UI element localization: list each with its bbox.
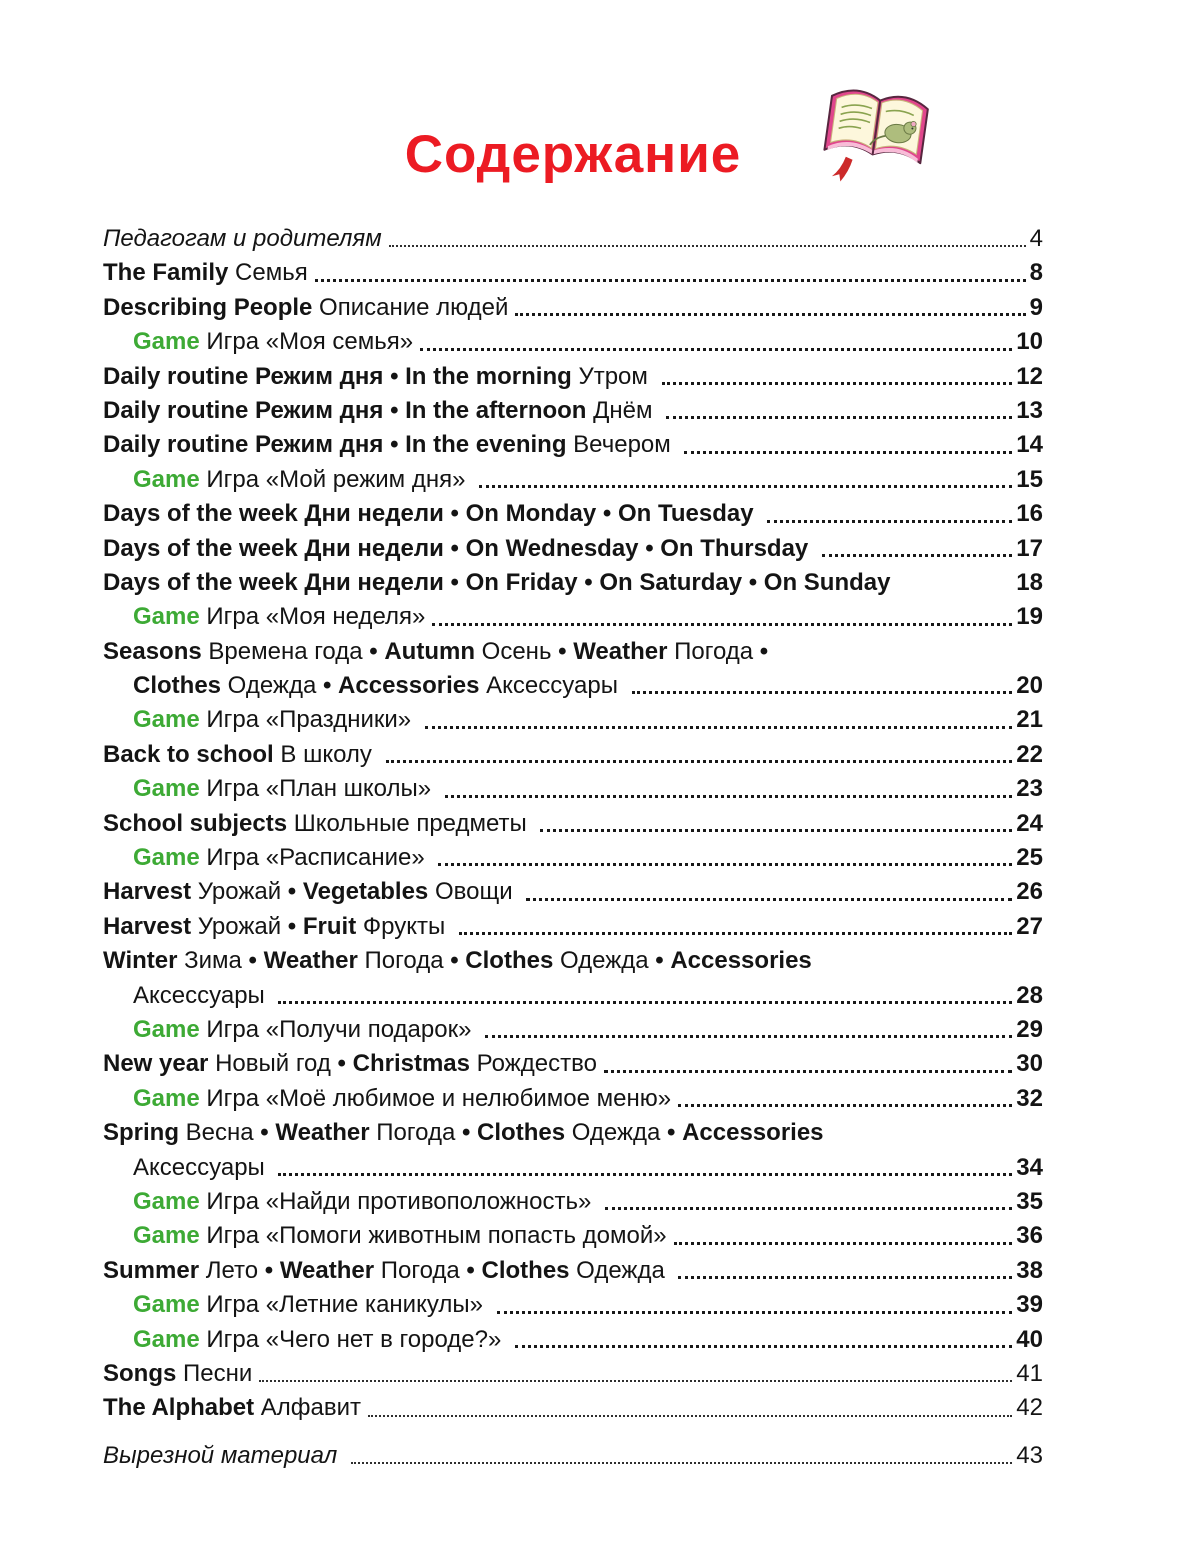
toc-entry-text [133,325,413,359]
toc-entry-text [133,1151,271,1185]
header [103,0,1043,222]
toc-text-segment: Game [133,603,200,631]
dot-leader [445,795,1013,798]
open-book-illustration [815,68,937,194]
dot-leader [438,863,1012,866]
toc-entry-text [103,360,655,394]
toc-page-number: 12 [1016,362,1043,390]
dot-leader [479,485,1012,488]
toc-entry-text [133,772,438,806]
toc-entry [103,1439,1043,1473]
toc-entry-text [103,497,760,531]
toc-entry [103,1185,1043,1219]
toc-page-number: 8 [1029,259,1043,287]
toc-text-segment: • Clothes [443,947,554,975]
toc-page-number: 20 [1016,672,1043,700]
toc-text-segment: Clothes [133,672,222,700]
toc-text-segment: Погода [374,1256,460,1284]
toc-entry-text [133,1219,667,1253]
toc-text-segment: Новый год [208,1050,331,1078]
toc-entry [103,428,1043,462]
toc-text-segment: • Accessories [316,672,480,700]
toc-text-segment: Игра «План школы» [199,775,438,803]
toc-text-segment: Утром [571,362,655,390]
toc-entry-text [103,428,677,462]
toc-text-segment: The Family [103,259,229,287]
toc-entry-text [133,703,418,737]
toc-page-number: 25 [1016,844,1043,872]
toc-text-segment: • Weather [241,947,358,975]
toc-page-number: 40 [1016,1325,1043,1353]
toc-page-number: 4 [1029,225,1043,252]
toc-text-segment: Игра «Расписание» [199,844,432,872]
toc-text-segment: Игра «Праздники» [199,706,418,734]
toc-text-segment: Seasons [103,637,202,665]
toc-text-segment: Game [133,775,200,803]
toc-entry-text [103,566,890,600]
toc-text-segment: Game [133,1015,200,1043]
toc-entry [103,1013,1043,1047]
toc-text-segment: Одежда [569,1256,672,1284]
toc-text-segment: • Accessories [648,947,812,975]
toc-entry-text [103,291,508,325]
toc-page-number: 29 [1016,1015,1043,1043]
toc-text-segment: • [753,637,769,665]
dot-leader [278,1173,1012,1176]
dot-leader [678,1104,1012,1107]
toc-entry-text [103,875,519,909]
toc-text-segment: Daily routine Режим дня • In the evening [103,431,567,459]
toc-text-segment: Days of the week Дни недели • On Monday • On Tuesday [103,500,761,528]
dot-leader [822,554,1012,557]
toc-text-segment: Педагогам и родителям [103,225,382,252]
toc-text-segment: Game [133,1291,200,1319]
toc-text-segment: Урожай [191,878,282,906]
toc-page-number: 28 [1016,981,1043,1009]
toc-text-segment: Днём [586,396,660,424]
toc-entry-text [133,669,625,703]
page-title: Содержание [404,125,742,184]
toc-list [103,222,1043,1473]
toc-page-number: 17 [1016,534,1043,562]
toc-text-segment: В школу [273,740,379,768]
toc-text-segment: Игра «Летние каникулы» [199,1291,490,1319]
toc-text-segment: Времена года [201,637,363,665]
toc-text-segment: Алфавит [254,1394,362,1422]
toc-entry-text [133,841,431,875]
toc-entry [103,497,1043,531]
dot-leader [632,691,1013,694]
toc-entry [103,360,1043,394]
toc-entry-text [103,1047,597,1081]
toc-text-segment: Game [133,844,200,872]
toc-entry [103,944,1043,978]
toc-text-segment: Winter [103,947,178,975]
dot-leader [425,726,1012,729]
toc-page-number: 26 [1016,878,1043,906]
toc-text-segment: • Weather [551,637,668,665]
toc-text-segment: • Weather [258,1256,375,1284]
toc-text-segment: Рождество [470,1050,597,1078]
toc-text-segment: • Clothes [455,1119,566,1147]
toc-text-segment: Аксессуары [479,672,625,700]
dot-leader [767,520,1012,523]
toc-text-segment: Back to school [103,740,274,768]
toc-entry [103,325,1043,359]
toc-entry [103,875,1043,909]
toc-entry [103,807,1043,841]
toc-text-segment: • Weather [253,1119,370,1147]
toc-text-segment: Daily routine Режим дня • In the afternoon [103,396,587,424]
toc-entry [103,910,1043,944]
toc-text-segment: Одежда [553,947,649,975]
toc-text-segment: Вечером [566,431,678,459]
dot-leader [605,1207,1012,1210]
dot-leader [315,279,1026,282]
toc-page-number: 34 [1016,1153,1043,1181]
toc-entry-text [133,1288,490,1322]
toc-text-segment: Days of the week Дни недели • On Wednesday • On Thursday [103,534,815,562]
toc-text-segment: • Vegetables [281,878,429,906]
toc-page-number: 23 [1016,775,1043,803]
open-book-icon [815,68,937,194]
toc-entry [103,1254,1043,1288]
toc-text-segment: The Alphabet [103,1394,255,1422]
dot-leader [259,1380,1012,1382]
dot-leader [674,1242,1013,1245]
toc-text-segment: Семья [228,259,308,287]
toc-entry [103,1219,1043,1253]
toc-text-segment: Daily routine Режим дня • In the morning [103,362,572,390]
dot-leader [662,382,1013,385]
toc-entry [103,703,1043,737]
toc-text-segment: Game [133,1187,200,1215]
dot-leader [515,313,1025,316]
dot-leader [485,1035,1012,1038]
toc-text-segment: • Accessories [660,1119,824,1147]
toc-entry [103,772,1043,806]
toc-text-segment: Игра «Получи подарок» [199,1015,479,1043]
toc-entry-text [103,910,452,944]
toc-text-segment: School subjects [103,809,288,837]
toc-text-segment: Summer [103,1256,200,1284]
toc-page-number: 18 [1016,568,1043,596]
bookmark-ribbon [831,155,852,182]
toc-entry [103,738,1043,772]
dot-leader [540,829,1012,832]
toc-text-segment: Songs [103,1359,177,1387]
dot-leader [678,1276,1012,1279]
toc-entry [103,291,1043,325]
toc-text-segment: Урожай [191,912,282,940]
dot-leader [604,1070,1012,1073]
toc-text-segment: • Fruit [281,912,357,940]
toc-text-segment: Game [133,706,200,734]
toc-entry [103,635,1043,669]
toc-text-segment: Одежда [565,1119,661,1147]
toc-page-number: 38 [1016,1256,1043,1284]
toc-entry [103,1116,1043,1150]
toc-text-segment: Game [133,1084,200,1112]
toc-text-segment: Harvest [103,878,192,906]
toc-page-number: 24 [1016,809,1043,837]
toc-entry [103,1357,1043,1391]
toc-page-number: 32 [1016,1084,1043,1112]
toc-text-segment: Игра «Моё любимое и нелюбимое меню» [199,1084,672,1112]
toc-entry-text [103,394,659,428]
toc-page-number: 42 [1016,1394,1043,1422]
toc-text-segment: Погода [667,637,754,665]
toc-entry [103,669,1043,703]
dot-leader [497,1311,1013,1314]
toc-entry-text [103,222,382,256]
toc-text-segment: Песни [176,1359,253,1387]
toc-entry-text [103,635,768,669]
toc-page-number: 19 [1016,603,1043,631]
toc-text-segment: Game [133,465,200,493]
toc-entry-text [103,944,812,978]
toc-entry-text [103,256,308,290]
toc-entry-text [103,807,533,841]
toc-page-number: 21 [1016,706,1043,734]
toc-entry [103,532,1043,566]
toc-text-segment: Вырезной материал [103,1441,344,1469]
dot-leader [351,1462,1012,1464]
dot-leader [515,1345,1012,1348]
toc-text-segment: • Christmas [330,1050,471,1078]
toc-text-segment: Spring [103,1119,179,1147]
toc-page-number: 14 [1016,431,1043,459]
toc-entry [103,256,1043,290]
toc-text-segment: Погода [357,947,444,975]
toc-entry-text [133,1185,598,1219]
toc-text-segment: Game [133,1325,200,1353]
toc-text-segment: Аксессуары [133,981,272,1009]
toc-entry [103,1391,1043,1425]
toc-text-segment: Фрукты [356,912,452,940]
toc-text-segment: Лето [199,1256,259,1284]
toc-text-segment: Осень [475,637,552,665]
toc-page-number: 41 [1016,1359,1043,1387]
toc-text-segment: Одежда [221,672,317,700]
dot-leader [459,932,1012,935]
toc-entry [103,566,1043,600]
toc-entry-text [103,532,815,566]
toc-text-segment: Game [133,328,200,356]
toc-entry [103,1047,1043,1081]
toc-text-segment: Весна [179,1119,254,1147]
toc-entry [103,1323,1043,1357]
toc-page-number: 15 [1016,465,1043,493]
toc-text-segment: • Clothes [459,1256,570,1284]
dot-leader [278,1001,1012,1004]
toc-text-segment: Игра «Помоги животным попасть домой» [199,1222,667,1250]
dot-leader [386,760,1013,763]
toc-entry-text [103,1116,824,1150]
toc-entry [103,979,1043,1013]
toc-page-number: 9 [1029,293,1043,321]
toc-entry [103,463,1043,497]
toc-page-number: 13 [1016,396,1043,424]
toc-text-segment: Зима [177,947,242,975]
toc-entry [103,841,1043,875]
toc-text-segment: Harvest [103,912,192,940]
toc-entry [103,394,1043,428]
toc-text-segment: Игра «Мой режим дня» [199,465,473,493]
toc-text-segment: Погода [369,1119,456,1147]
toc-text-segment: Описание людей [312,293,509,321]
toc-text-segment: Овощи [428,878,520,906]
toc-text-segment: Days of the week Дни недели • On Friday • On Saturday • On Sunday [103,568,891,596]
toc-text-segment: Describing People [103,293,313,321]
toc-page-number: 22 [1016,740,1043,768]
toc-text-segment: Школьные предметы [287,809,534,837]
toc-page-number: 30 [1016,1050,1043,1078]
toc-entry-text [103,738,379,772]
dot-leader [666,416,1012,419]
toc-text-segment: Игра «Моя семья» [199,328,414,356]
toc-entry [103,1288,1043,1322]
toc-page-number: 35 [1016,1187,1043,1215]
toc-entry [103,1082,1043,1116]
dot-leader [526,898,1012,901]
toc-entry-text [103,1254,671,1288]
toc-text-segment: Игра «Чего нет в городе?» [199,1325,509,1353]
toc-page-number: 16 [1016,500,1043,528]
dot-leader [420,348,1012,351]
toc-entry-text [133,600,425,634]
toc-entry [103,600,1043,634]
toc-entry-text [103,1357,252,1391]
toc-text-segment: Игра «Найди противоположность» [199,1187,598,1215]
toc-text-segment: Аксессуары [133,1153,272,1181]
toc-entry-text [133,463,472,497]
toc-entry-text [133,1082,671,1116]
toc-entry-text [133,979,271,1013]
toc-page-number: 27 [1016,912,1043,940]
toc-text-segment: Игра «Моя неделя» [199,603,426,631]
toc-page-number: 39 [1016,1291,1043,1319]
toc-entry-text [133,1323,508,1357]
toc-text-segment: New year [103,1050,209,1078]
toc-entry-text [133,1013,478,1047]
toc-entry-text [103,1439,344,1473]
toc-entry [103,222,1043,256]
toc-text-segment: Game [133,1222,200,1250]
toc-page-number: 43 [1016,1441,1043,1469]
toc-text-segment: • Autumn [362,637,475,665]
toc-page-number: 10 [1016,328,1043,356]
toc-page-number: 36 [1016,1222,1043,1250]
toc-entry-text [103,1391,361,1425]
dot-leader [368,1415,1012,1417]
dot-leader [389,245,1026,247]
dot-leader [432,623,1012,626]
dot-leader [684,451,1012,454]
toc-entry [103,1151,1043,1185]
